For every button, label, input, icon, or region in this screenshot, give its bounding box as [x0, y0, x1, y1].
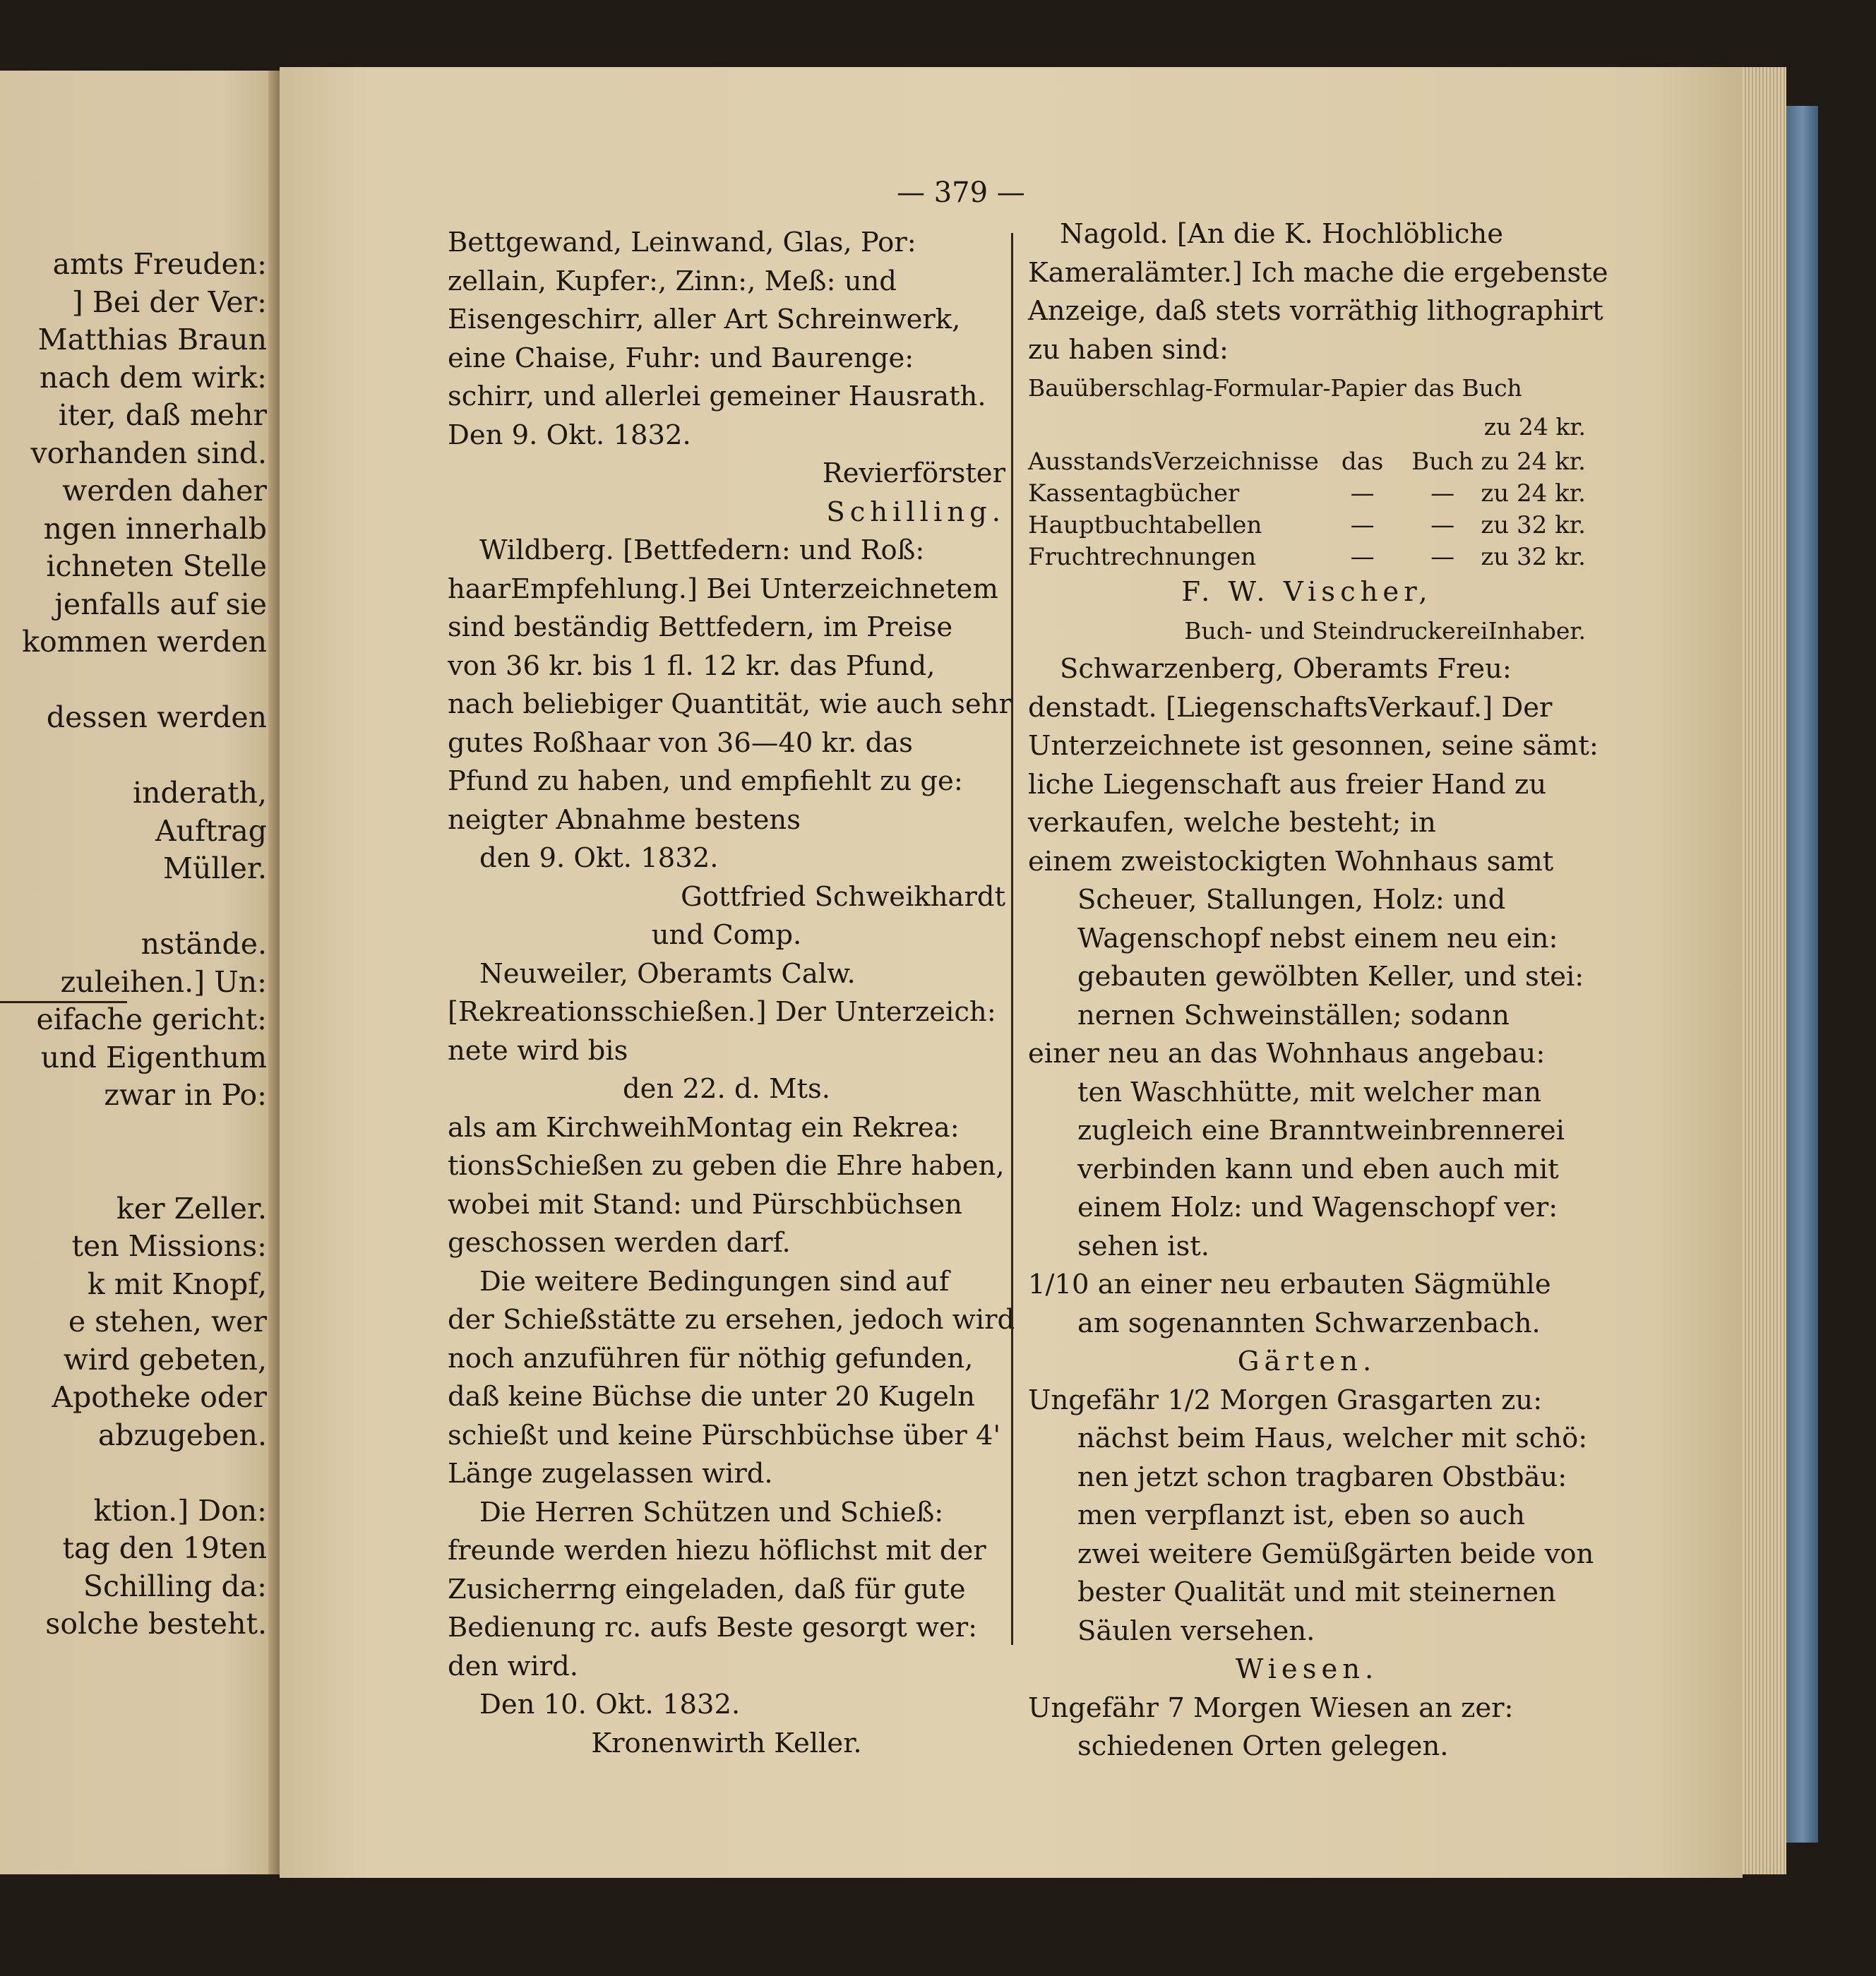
price: zu 24 kr.: [1481, 479, 1586, 508]
text-line: Kameralämter.] Ich mache die ergebenste: [1028, 256, 1608, 289]
left-page-text: [0, 246, 267, 1643]
text-line: 1/10 an einer neu erbauten Sägmühle: [1028, 1269, 1551, 1300]
text-line: haarEmpfehlung.] Bei Unterzeichnetem: [448, 573, 998, 605]
text-line: Ungefähr 1/2 Morgen Grasgarten zu:: [1028, 1384, 1543, 1416]
text-line: nach beliebiger Quantität, wie auch sehr: [448, 688, 1012, 720]
left-page-line: zuleihen.] Un:: [60, 964, 267, 999]
text-line: am sogenannten Schwarzenbach.: [1077, 1307, 1541, 1339]
left-page-line: nach dem wirk:: [39, 360, 267, 395]
text-line: gutes Roßhaar von 36—40 kr. das: [448, 726, 913, 759]
price-row: [1028, 446, 1586, 478]
left-page-line: Matthias Braun: [37, 323, 267, 357]
column-right: [1028, 215, 1608, 1766]
left-page-line: jenfalls auf sie: [54, 587, 267, 621]
page-edges: [1743, 67, 1786, 1874]
left-page-line: [0, 661, 267, 700]
left-page-line: wird gebeten,: [63, 1342, 267, 1377]
text-line: als am KirchweihMontag ein Rekrea:: [448, 1111, 960, 1144]
text-line: Zusicherrng eingeladen, daß für gute: [448, 1573, 966, 1605]
item-name: AusstandsVerzeichnisse: [1028, 448, 1319, 476]
left-page-line: ichneten Stelle: [46, 549, 267, 583]
text-line: schießt und keine Pürschbüchse über 4': [448, 1419, 1001, 1451]
left-page-line: amts Freuden:: [52, 247, 267, 281]
notice-heading: Nagold. [An die K. Hochlöbliche: [1060, 218, 1503, 250]
price-table: [1028, 446, 1586, 573]
column-left: [448, 224, 1015, 1763]
left-page-line: tag den 19ten: [62, 1531, 267, 1565]
text-line: liche Liegenschaft aus freier Hand zu: [1028, 768, 1547, 801]
text-line: men verpflanzt ist, eben so auch: [1077, 1499, 1525, 1531]
text-line: neigter Abnahme bestens: [448, 803, 801, 836]
text-line: bester Qualität und mit steinernen: [1077, 1576, 1556, 1608]
left-page-line: [0, 1152, 267, 1190]
left-page-line: [0, 1115, 267, 1153]
text-line: daß keine Büchse die unter 20 Kugeln: [448, 1381, 975, 1413]
left-page-line: und Eigenthum: [40, 1040, 267, 1074]
section-heading: Gärten.: [1237, 1346, 1377, 1377]
text-line: Bedienung rc. aufs Beste gesorgt wer:: [448, 1612, 978, 1643]
notice-heading: Schwarzenberg, Oberamts Freu:: [1060, 653, 1512, 685]
text-line: schirr, und allerlei gemeiner Hausrath.: [448, 381, 986, 412]
left-page-line: abzugeben.: [97, 1418, 267, 1452]
price: zu 24 kr.: [1481, 448, 1586, 476]
text-line: zwei weitere Gemüßgärten beide von: [1077, 1538, 1594, 1570]
item-name: Hauptbuchtabellen: [1028, 511, 1262, 539]
left-page-line: ten Missions:: [71, 1229, 267, 1263]
text-line: ten Waschhütte, mit welcher man: [1077, 1076, 1542, 1108]
left-page-line: Schilling da:: [83, 1569, 267, 1603]
left-page-line: inderath,: [133, 776, 267, 810]
text-line: sehen ist.: [1077, 1230, 1209, 1262]
text-line: einem zweistockigten Wohnhaus samt: [1028, 845, 1554, 878]
text-line: eine Chaise, Fuhr: und Baurenge:: [448, 342, 914, 374]
left-page-line: vorhanden sind.: [30, 436, 267, 470]
price: zu 32 kr.: [1481, 511, 1586, 539]
text-line: zu haben sind:: [1028, 333, 1229, 366]
notice-date: den 22. d. Mts.: [623, 1073, 830, 1105]
left-page-line: [0, 888, 267, 926]
text-line: gebauten gewölbten Keller, und stei:: [1077, 961, 1584, 993]
column-divider: [1011, 233, 1013, 1645]
wildberg-notice: [448, 532, 1012, 955]
text-line: Die Herren Schützen und Schieß:: [479, 1496, 944, 1528]
item-name: Kassentagbücher: [1028, 479, 1240, 508]
signature-title: Buch- und SteindruckereiInhaber.: [1184, 616, 1586, 645]
left-page-line: eifache gericht:: [36, 1002, 267, 1036]
left-page-line: Apotheke oder: [52, 1380, 267, 1414]
auction-notice-end: [448, 224, 1005, 532]
text-line: Eisengeschirr, aller Art Schreinwerk,: [448, 304, 961, 335]
text-line: nete wird bis: [448, 1034, 628, 1067]
text-line: sind beständig Bettfedern, im Preise: [448, 611, 953, 643]
unit: —: [1350, 543, 1375, 571]
left-page-line: kommen werden: [22, 625, 267, 659]
signature-name: F. W. Vischer,: [1181, 576, 1433, 608]
signature-title: Revierförster: [822, 457, 1005, 489]
text-line: wobei mit Stand: und Pürschbüchsen: [448, 1188, 962, 1221]
text-line: nen jetzt schon tragbaren Obstbäu:: [1077, 1461, 1567, 1493]
text-line: Wagenschopf nebst einem neu ein:: [1077, 922, 1558, 954]
left-page-line: ] Bei der Ver:: [71, 285, 267, 319]
text-line: zellain, Kupfer:, Zinn:, Meß: und: [448, 265, 897, 297]
signature-name: Kronenwirth Keller.: [591, 1727, 862, 1759]
schwarzenberg-notice: [1028, 650, 1599, 1766]
item-name: Fruchtrechnungen: [1028, 543, 1257, 571]
unit: Buch: [1411, 448, 1474, 476]
price-row: [1028, 478, 1586, 510]
left-page-line: iter, daß mehr: [58, 398, 267, 432]
left-page-line: nstände.: [141, 927, 267, 961]
text-line: verbinden kann und eben auch mit: [1077, 1153, 1559, 1185]
left-page-line: k mit Knopf,: [87, 1267, 267, 1301]
notice-heading: Neuweiler, Oberamts Calw.: [479, 957, 856, 990]
notice-date: den 9. Okt. 1832.: [479, 842, 719, 874]
text-line: nernen Schweinställen; sodann: [1077, 999, 1510, 1031]
left-page-line: werden daher: [62, 474, 267, 508]
text-line: Säulen versehen.: [1077, 1615, 1315, 1647]
signature-company: und Comp.: [651, 919, 802, 951]
page-number: — 379 —: [897, 176, 1025, 209]
book-cover-edge: [1786, 106, 1818, 1843]
text-line: [Rekreationsschießen.] Der Unterzeich:: [448, 996, 996, 1028]
nagold-notice: [1028, 215, 1608, 650]
left-page-line: [0, 737, 267, 775]
left-page-rule: [0, 1001, 127, 1003]
unit: —: [1430, 479, 1455, 508]
signature-name: Schilling.: [826, 496, 1005, 528]
left-page-line: e stehen, wer: [68, 1305, 267, 1339]
notice-date: Den 10. Okt. 1832.: [479, 1689, 741, 1720]
text-line: verkaufen, welche besteht; in: [1028, 807, 1436, 839]
text-line: Den 9. Okt. 1832.: [448, 419, 691, 451]
text-line: Bauüberschlag-Formular-Papier das Buch: [1028, 374, 1522, 402]
unit: das: [1341, 448, 1384, 476]
text-line: geschossen werden darf.: [448, 1227, 791, 1259]
left-page-line: zwar in Po:: [104, 1078, 267, 1112]
left-page-line: dessen werden: [46, 700, 267, 734]
text-line: von 36 kr. bis 1 fl. 12 kr. das Pfund,: [448, 649, 936, 682]
left-page-line: solche besteht.: [45, 1607, 267, 1641]
text-line: zugleich eine Branntweinbrennerei: [1077, 1115, 1565, 1146]
text-line: nächst beim Haus, welcher mit schö:: [1077, 1423, 1588, 1454]
text-line: einem Holz: und Wagenschopf ver:: [1077, 1192, 1558, 1223]
text-line: noch anzuführen für nöthig gefunden,: [448, 1342, 974, 1375]
text-line: Anzeige, daß stets vorräthig lithographirt: [1028, 295, 1603, 327]
price: zu 24 kr.: [1483, 412, 1586, 441]
unit: —: [1430, 511, 1455, 539]
text-line: Unterzeichnete ist gesonnen, seine sämt:: [1028, 730, 1599, 762]
text-line: der Schießstätte zu ersehen, jedoch wird: [448, 1304, 1015, 1336]
neuweiler-notice: [448, 955, 1015, 1764]
text-line: tionsSchießen zu geben die Ehre haben,: [448, 1150, 1005, 1182]
text-line: Ungefähr 7 Morgen Wiesen an zer:: [1028, 1691, 1514, 1724]
left-page-line: ngen innerhalb: [43, 511, 267, 546]
left-page-line: [0, 1454, 267, 1492]
section-heading: Wiesen.: [1235, 1653, 1379, 1685]
signature-name: Gottfried Schweikhardt: [681, 880, 1005, 913]
left-page-line: Müller.: [162, 851, 267, 885]
left-page: [0, 71, 277, 1874]
text-line: einer neu an das Wohnhaus angebau:: [1028, 1038, 1546, 1070]
text-line: Bettgewand, Leinwand, Glas, Por:: [448, 227, 916, 258]
price-row: [1028, 510, 1586, 541]
text-line: den wird.: [448, 1650, 579, 1682]
text-line: freunde werden hiezu höflichst mit der: [448, 1535, 986, 1567]
price: zu 32 kr.: [1481, 543, 1586, 571]
text-line: Scheuer, Stallungen, Holz: und: [1077, 884, 1506, 916]
unit: —: [1350, 479, 1375, 508]
unit: —: [1430, 543, 1455, 571]
unit: —: [1350, 511, 1375, 539]
left-page-line: ker Zeller.: [116, 1191, 267, 1226]
text-line: schiedenen Orten gelegen.: [1077, 1730, 1449, 1762]
text-line: Pfund zu haben, und empfiehlt zu ge:: [448, 765, 963, 797]
left-page-line: Auftrag: [155, 813, 267, 848]
text-line: denstadt. [LiegenschaftsVerkauf.] Der: [1028, 691, 1553, 724]
notice-heading: Wildberg. [Bettfedern: und Roß:: [479, 534, 925, 566]
text-line: Die weitere Bedingungen sind auf: [479, 1265, 950, 1298]
price-row: [1028, 541, 1586, 573]
text-line: Länge zugelassen wird.: [448, 1458, 773, 1490]
left-page-line: ktion.] Don:: [93, 1493, 267, 1528]
